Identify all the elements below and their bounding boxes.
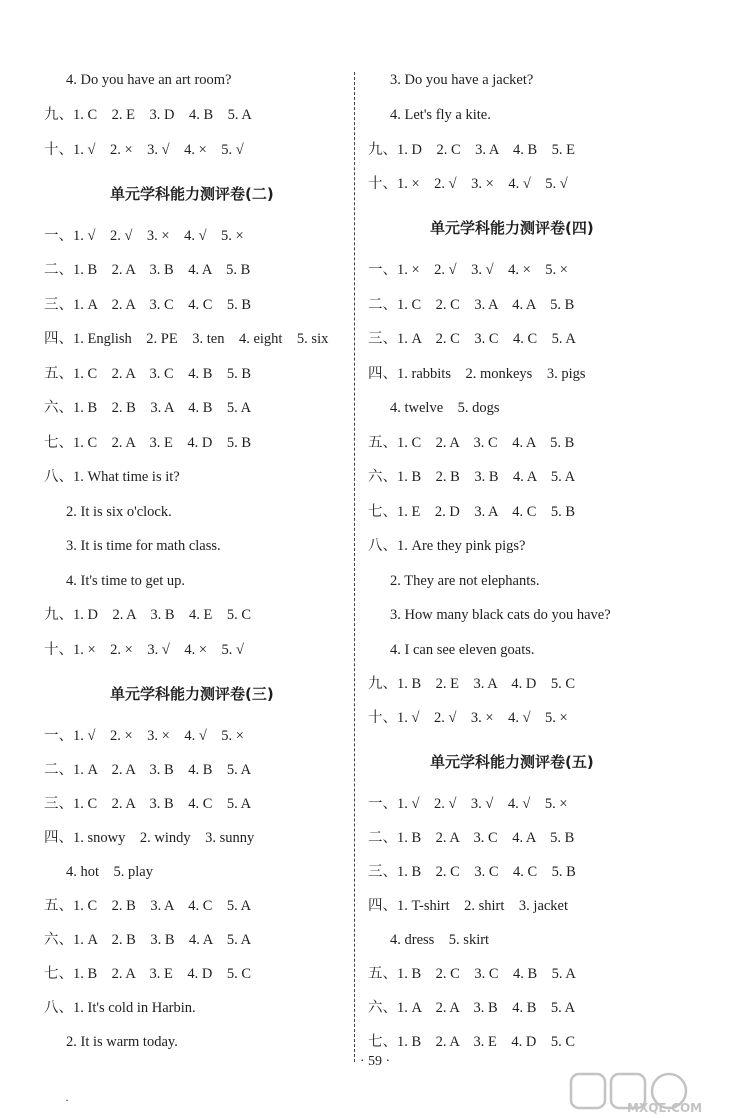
answer-line: 2. It is six o'clock. [66,504,172,520]
answer-line: 七、1. C 2. A 3. E 4. D 5. B [44,435,252,451]
answer-line: 六、1. B 2. B 3. A 4. B 5. A [44,400,252,416]
column-divider [354,72,355,1062]
answer-line: 四、1. English 2. PE 3. ten 4. eight 5. six [44,331,329,347]
section-title-5: 单元学科能力测评卷(五) [430,753,594,771]
answer-line: 三、1. B 2. C 3. C 4. C 5. B [368,864,576,880]
answer-line: 4. hot 5. play [66,864,153,880]
answer-line: 二、1. B 2. A 3. C 4. A 5. B [368,830,575,846]
answer-line: 一、1. √ 2. × 3. × 4. √ 5. × [44,728,244,744]
answer-line: 七、1. B 2. A 3. E 4. D 5. C [368,1034,576,1050]
answer-line: 六、1. B 2. B 3. B 4. A 5. A [368,469,576,485]
answer-line: 九、1. C 2. E 3. D 4. B 5. A [44,107,252,123]
answer-line: 五、1. C 2. A 3. C 4. B 5. B [44,366,252,382]
stray-dot: · [65,1093,69,1107]
watermark-text: MXQE.COM [627,1101,703,1114]
answer-line: 4. twelve 5. dogs [390,400,500,416]
answer-line: 三、1. C 2. A 3. B 4. C 5. A [44,796,252,812]
watermark-logo-icon [569,1070,744,1114]
answer-line: 五、1. B 2. C 3. C 4. B 5. A [368,966,576,982]
answer-line: 十、1. √ 2. × 3. √ 4. × 5. √ [44,142,244,158]
answer-line: 七、1. B 2. A 3. E 4. D 5. C [44,966,252,982]
answer-line: 二、1. C 2. C 3. A 4. A 5. B [368,297,575,313]
answer-line: 十、1. √ 2. √ 3. × 4. √ 5. × [368,710,568,726]
answer-line: 二、1. B 2. A 3. B 4. A 5. B [44,262,251,278]
answer-line: 五、1. C 2. B 3. A 4. C 5. A [44,898,252,914]
answer-line: 4. Do you have an art room? [66,72,232,88]
answer-line: 六、1. A 2. B 3. B 4. A 5. A [44,932,252,948]
answer-line: 十、1. × 2. √ 3. × 4. √ 5. √ [368,176,568,192]
answer-line: 3. Do you have a jacket? [390,72,534,88]
answer-line: 3. It is time for math class. [66,538,221,554]
answer-line: 九、1. D 2. C 3. A 4. B 5. E [368,142,576,158]
answer-line: 三、1. A 2. C 3. C 4. C 5. A [368,331,576,347]
answer-line: 3. How many black cats do you have? [390,607,611,623]
answer-line: 六、1. A 2. A 3. B 4. B 5. A [368,1000,576,1016]
answer-line: 八、1. Are they pink pigs? [368,538,526,554]
answer-line: 七、1. E 2. D 3. A 4. C 5. B [368,504,576,520]
answer-line: 八、1. What time is it? [44,469,180,485]
answer-line: 四、1. snowy 2. windy 3. sunny [44,830,255,846]
section-title-2: 单元学科能力测评卷(二) [110,185,274,203]
answer-line: 四、1. rabbits 2. monkeys 3. pigs [368,366,586,382]
answer-line: 4. Let's fly a kite. [390,107,491,123]
answer-line: 九、1. B 2. E 3. A 4. D 5. C [368,676,576,692]
answer-line: 2. They are not elephants. [390,573,540,589]
answer-line: 十、1. × 2. × 3. √ 4. × 5. √ [44,642,244,658]
answer-line: 五、1. C 2. A 3. C 4. A 5. B [368,435,575,451]
answer-line: 4. I can see eleven goats. [390,642,535,658]
answer-line: 九、1. D 2. A 3. B 4. E 5. C [44,607,252,623]
answer-line: 4. It's time to get up. [66,573,186,589]
answer-line: 4. dress 5. skirt [390,932,490,948]
answer-line: 八、1. It's cold in Harbin. [44,1000,196,1016]
section-title-3: 单元学科能力测评卷(三) [110,685,274,703]
answer-line: 四、1. T-shirt 2. shirt 3. jacket [368,898,569,914]
section-title-4: 单元学科能力测评卷(四) [430,219,594,237]
answer-line: 二、1. A 2. A 3. B 4. B 5. A [44,762,252,778]
answer-line: 一、1. √ 2. √ 3. × 4. √ 5. × [44,228,244,244]
answer-line: 一、1. × 2. √ 3. √ 4. × 5. × [368,262,568,278]
answer-line: 三、1. A 2. A 3. C 4. C 5. B [44,297,252,313]
answer-line: 一、1. √ 2. √ 3. √ 4. √ 5. × [368,796,568,812]
answer-line: 2. It is warm today. [66,1034,178,1050]
page-number: · 59 · [359,1054,391,1069]
